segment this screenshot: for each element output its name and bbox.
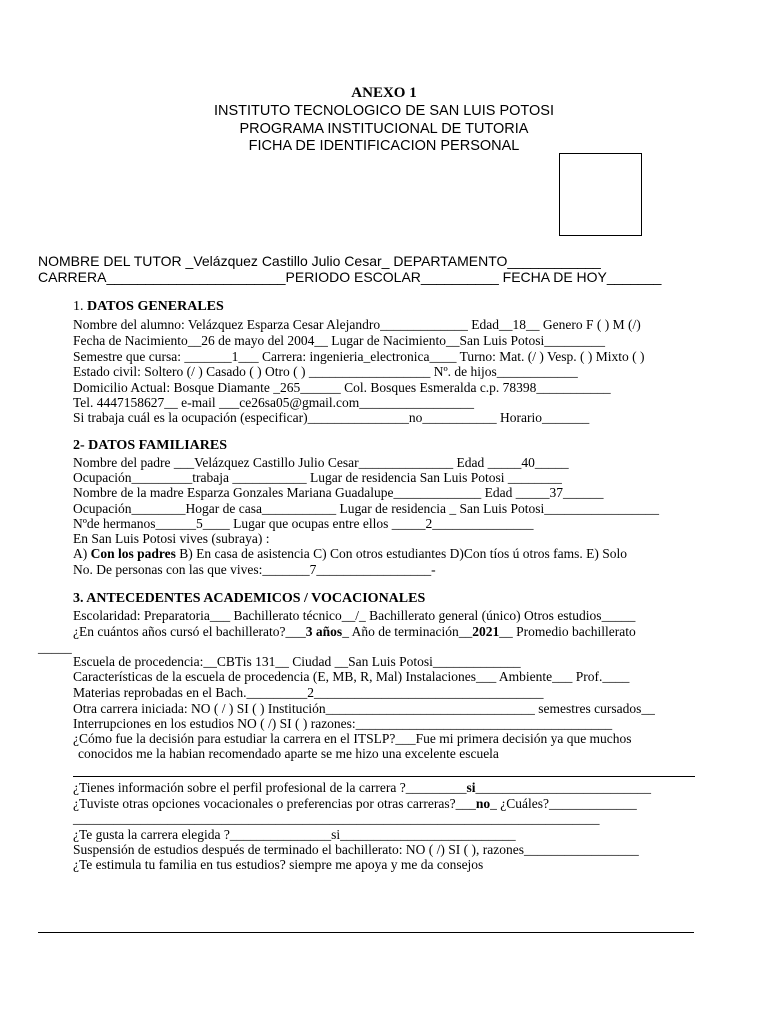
semester-line: Semestre que cursa: _______1___ Carrera: ingenieria_electronica____ Turno: Mat. (/ ) Vesp. ( ) Mixto ( ) — [73, 349, 645, 364]
student-name-line: Nombre del alumno: Velázquez Esparza Cesar Alejandro_____________ Edad__18__ Genero F ( ) M (/) — [73, 317, 641, 332]
suspension-line: Suspensión de estudios después de terminado el bachillerato: NO ( /) SI ( ), razones_________________ — [73, 842, 639, 857]
mother-name-line: Nombre de la madre Esparza Gonzales Mariana Guadalupe_____________ Edad _____37______ — [73, 485, 604, 500]
years-line-wrap: _____ — [38, 640, 72, 655]
failed-subjects-line: Materias reprobadas en el Bach._________2__________________________________ — [73, 685, 544, 700]
decision-line-wrap: conocidos me la habian recomendado aparte se me hizo una excelente escuela — [78, 746, 499, 761]
form-title: FICHA DE IDENTIFICACION PERSONAL — [248, 138, 520, 154]
section-family-data-heading: 2- DATOS FAMILIARES — [73, 438, 228, 453]
other-options-line-wrap: ______________________________________________________________________________ — [73, 811, 600, 826]
school-line: Escuela de procedencia:__CBTis 131__ Ciudad __San Luis Potosi_____________ — [73, 654, 521, 669]
contact-line: Tel. 4447158627__ e-mail ___ce26sa05@gmail.com_________________ — [73, 395, 475, 410]
family-support-line: ¿Te estimula tu familia en tus estudios? siempre me apoya y me da consejos — [73, 857, 484, 872]
mother-occupation-line: Ocupación________Hogar de casa___________ Lugar de residencia _ San Luis Potosi_________________ — [73, 501, 660, 516]
profile-info-line: ¿Tienes información sobre el perfil profesional de la carrera ?_________si__________________________ — [73, 780, 651, 795]
birth-line: Fecha de Nacimiento__26 de mayo del 2004__ Lugar de Nacimiento__San Luis Potosi_________ — [73, 333, 606, 348]
bottom-rule — [38, 932, 694, 933]
address-line: Domicilio Actual: Bosque Diamante _265______ Col. Bosques Esmeralda c.p. 78398___________ — [73, 380, 611, 395]
people-count-line: No. De personas con las que vives:_______7_________________- — [73, 562, 436, 577]
living-prompt-line: En San Luis Potosi vives (subraya) : — [73, 531, 270, 546]
section-general-data-heading: 1. DATOS GENERALES — [73, 299, 224, 314]
interruptions-line: Interrupciones en los estudios NO ( /) SI ( ) razones:______________________________________ — [73, 716, 613, 731]
occupation-line: Si trabaja cuál es la ocupación (especificar)_______________no___________ Horario_______ — [73, 410, 590, 425]
other-career-line: Otra carrera iniciada: NO ( / ) SI ( ) Institución_______________________________ semestres cursados__ — [73, 701, 655, 716]
school-features-line: Características de la escuela de procedencia (E, MB, R, Mal) Instalaciones___ Ambiente___ Prof.____ — [73, 669, 630, 684]
decision-line: ¿Cómo fue la decisión para estudiar la carrera en el ITSLP?___Fue mi primera decisión ya que muchos — [73, 731, 632, 746]
annex-title: ANEXO 1 — [351, 85, 417, 101]
father-name-line: Nombre del padre ___Velázquez Castillo Julio Cesar______________ Edad _____40_____ — [73, 455, 569, 470]
schooling-line: Escolaridad: Preparatoria___ Bachillerato técnico__/_ Bachillerato general (único) Otros estudios_____ — [73, 608, 636, 623]
years-line: ¿En cuántos años cursó el bachillerato?___3 años_ Año de terminación__2021__ Promedio bachillerato — [73, 624, 636, 639]
program-name: PROGRAMA INSTITUCIONAL DE TUTORIA — [239, 121, 529, 137]
section-divider — [73, 776, 695, 777]
siblings-line: Nºde hermanos______5____ Lugar que ocupas entre ellos _____2_______________ — [73, 516, 534, 531]
photo-box — [559, 153, 642, 236]
tutor-line: NOMBRE DEL TUTOR _Velázquez Castillo Julio Cesar_ DEPARTAMENTO____________ — [38, 253, 601, 269]
section-academic-heading: 3. ANTECEDENTES ACADEMICOS / VOCACIONALES — [73, 591, 426, 606]
civil-status-line: Estado civil: Soltero (/ ) Casado ( ) Otro ( ) __________________ Nº. de hijos____________ — [73, 364, 578, 379]
institute-name: INSTITUTO TECNOLOGICO DE SAN LUIS POTOSI — [213, 103, 554, 119]
likes-career-line: ¿Te gusta la carrera elegida ?_______________si__________________________ — [73, 827, 516, 842]
father-occupation-line: Ocupación_________trabaja ___________ Lugar de residencia San Luis Potosi ________ — [73, 470, 562, 485]
living-options-line: A) Con los padres B) En casa de asistencia C) Con otros estudiantes D)Con tíos ú otros fams. E) Solo — [73, 546, 627, 561]
career-line: CARRERA_______________________PERIODO ESCOLAR__________ FECHA DE HOY_______ — [38, 269, 662, 285]
other-options-line: ¿Tuviste otras opciones vocacionales o preferencias por otras carreras?___no_ ¿Cuáles?_____________ — [73, 796, 637, 811]
